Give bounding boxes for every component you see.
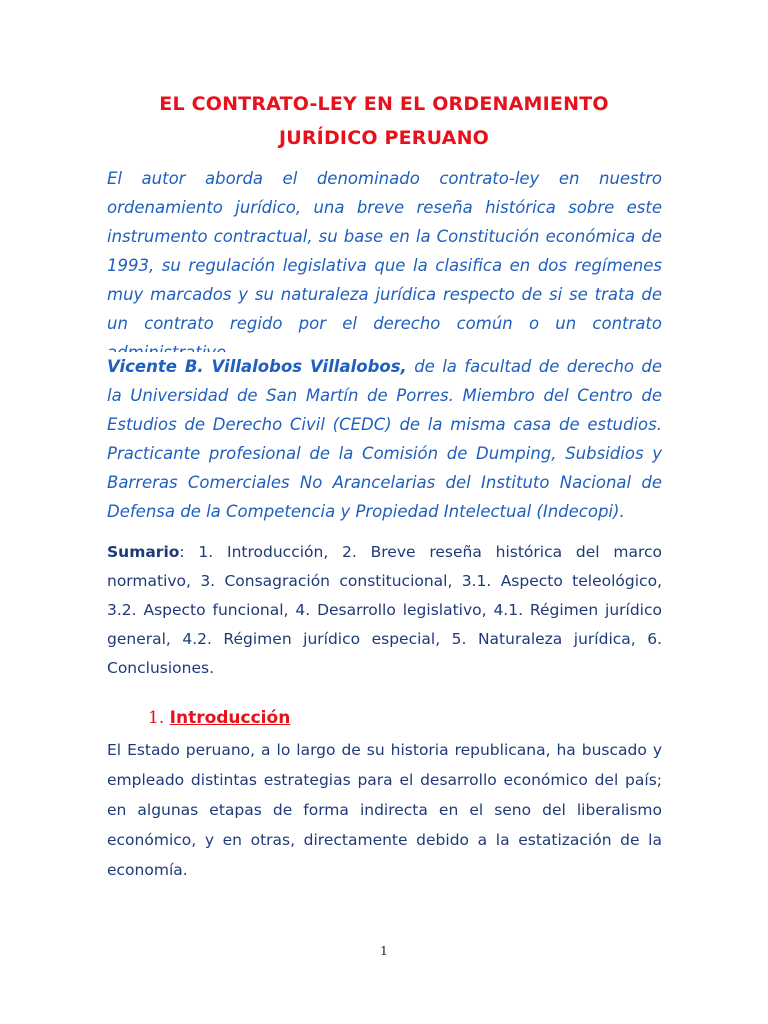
introduction-paragraph: El Estado peruano, a lo largo de su historia republicana, ha buscado y empleado distintas estrategias para el desarrollo económico del país; en algunas etapas de forma indirecta en el seno del liberalismo económico, y en otras, directamente debido a la estatización de la economía. (107, 741, 662, 879)
summary-label: Sumario (107, 543, 180, 561)
summary-text: : 1. Introducción, 2. Breve reseña histórica del marco normativo, 3. Consagración constitucional, 3.1. Aspecto teleológico, 3.2. Aspecto funcional, 4. Desarrollo legislativo, 4.1. Régimen jurídico general, 4.2. Régimen jurídico especial, 5. Naturaleza jurídica, 6. Conclusiones. (107, 543, 662, 677)
author-name: Vicente B. Villalobos Villalobos, (107, 357, 407, 376)
document-title-line-1: EL CONTRATO-LEY EN EL ORDENAMIENTO (159, 93, 609, 115)
section-title: Introducción (169, 708, 291, 728)
summary-paragraph (107, 538, 662, 683)
section-heading-introduction (148, 708, 290, 728)
author-paragraph (107, 352, 662, 526)
abstract-paragraph: El autor aborda el denominado contrato-ley en nuestro ordenamiento jurídico, una breve reseña histórica sobre este instrumento contractual, su base en la Constitución económica de 1993, su regulación legislativa que la clasifica en dos regímenes muy marcados y su naturaleza jurídica respecto de si se trata de un contrato regido por el derecho común o un contrato (107, 169, 662, 333)
author-bio: de la facultad de derecho de la Universidad de San Martín de Porres. Miembro del Centro de Estudios de Derecho Civil (CEDC) de la misma casa de estudios. Practicante profesional de la Comisión de Dumping, Subsidios y Barreras Comerciales No Arancelarias del Instituto Nacional de Defensa de la Competencia y Propiedad Intelectual (Indecopi). (107, 357, 663, 521)
page-number: 1 (380, 944, 388, 958)
document-title-line-2: JURÍDICO PERUANO (278, 127, 490, 149)
section-number: 1. (148, 708, 165, 728)
